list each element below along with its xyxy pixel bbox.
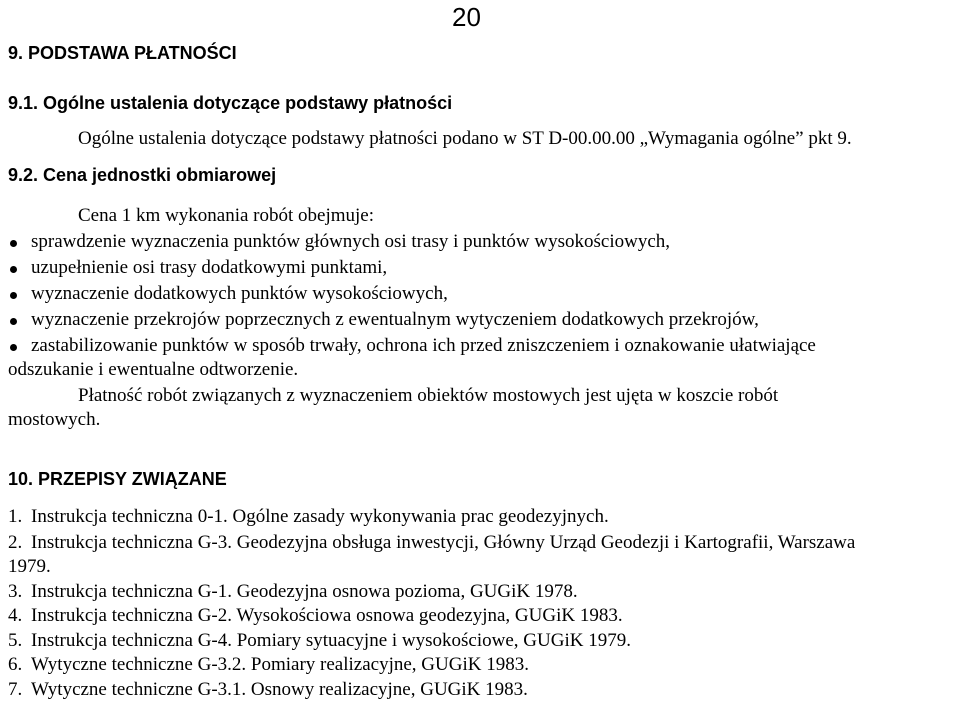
reference-number: 6. (8, 654, 23, 675)
reference-number: 2. (8, 532, 23, 553)
bullet-dot (10, 240, 17, 247)
bullet-dot (10, 318, 17, 325)
reference-text: Instrukcja techniczna G-2. Wysokościowa osnowa geodezyjna, GUGiK 1983. (31, 605, 623, 626)
reference-text: Instrukcja techniczna 0-1. Ogólne zasady wykonywania prac geodezyjnych. (31, 506, 609, 527)
reference-number: 7. (8, 679, 23, 700)
bullet-dot (10, 344, 17, 351)
reference-number: 5. (8, 630, 23, 651)
section-9-2-intro: Cena 1 km wykonania robót obejmuje: (78, 205, 375, 226)
bullet-item: zastabilizowanie punktów w sposób trwały, ochrona ich przed zniszczeniem i oznakowanie ułatwiające (31, 335, 816, 356)
reference-text: Instrukcja techniczna G-1. Geodezyjna osnowa pozioma, GUGiK 1978. (31, 581, 578, 602)
reference-text: Wytyczne techniczne G-3.1. Osnowy realizacyjne, GUGiK 1983. (31, 679, 528, 700)
bullet-item: uzupełnienie osi trasy dodatkowymi punktami, (31, 257, 388, 278)
bullet-item: wyznaczenie przekrojów poprzecznych z ewentualnym wytyczeniem dodatkowych przekrojów, (31, 309, 759, 330)
section-10-heading: 10. PRZEPISY ZWIĄZANE (8, 469, 227, 489)
payment-text-line-2: mostowych. (8, 409, 101, 430)
reference-text: Instrukcja techniczna G-4. Pomiary sytuacyjne i wysokościowe, GUGiK 1979. (31, 630, 631, 651)
bullet-item: wyznaczenie dodatkowych punktów wysokościowych, (31, 283, 448, 304)
section-9-heading: 9. PODSTAWA PŁATNOŚCI (8, 43, 237, 63)
section-9-1-heading: 9.1. Ogólne ustalenia dotyczące podstawy płatności (8, 93, 453, 113)
reference-text: Wytyczne techniczne G-3.2. Pomiary realizacyjne, GUGiK 1983. (31, 654, 529, 675)
bullet-item: sprawdzenie wyznaczenia punktów głównych osi trasy i punktów wysokościowych, (31, 231, 670, 252)
section-9-1-text: Ogólne ustalenia dotyczące podstawy płatności podano w ST D-00.00.00 „Wymagania ogólne” pkt 9. (78, 128, 852, 149)
reference-text-continuation: 1979. (8, 556, 51, 577)
reference-text: Instrukcja techniczna G-3. Geodezyjna obsługa inwestycji, Główny Urząd Geodezji i Kartografii, Warszawa (31, 532, 856, 553)
bullet-continuation: odszukanie i ewentualne odtworzenie. (8, 359, 299, 380)
reference-number: 1. (8, 506, 23, 527)
payment-text-line-1: Płatność robót związanych z wyznaczeniem obiektów mostowych jest ujęta w koszcie robót (78, 385, 779, 406)
bullet-dot (10, 292, 17, 299)
reference-number: 4. (8, 605, 23, 626)
page-number: 20 (452, 2, 481, 32)
section-9-2-heading: 9.2. Cena jednostki obmiarowej (8, 165, 277, 185)
bullet-dot (10, 266, 17, 273)
reference-number: 3. (8, 581, 23, 602)
